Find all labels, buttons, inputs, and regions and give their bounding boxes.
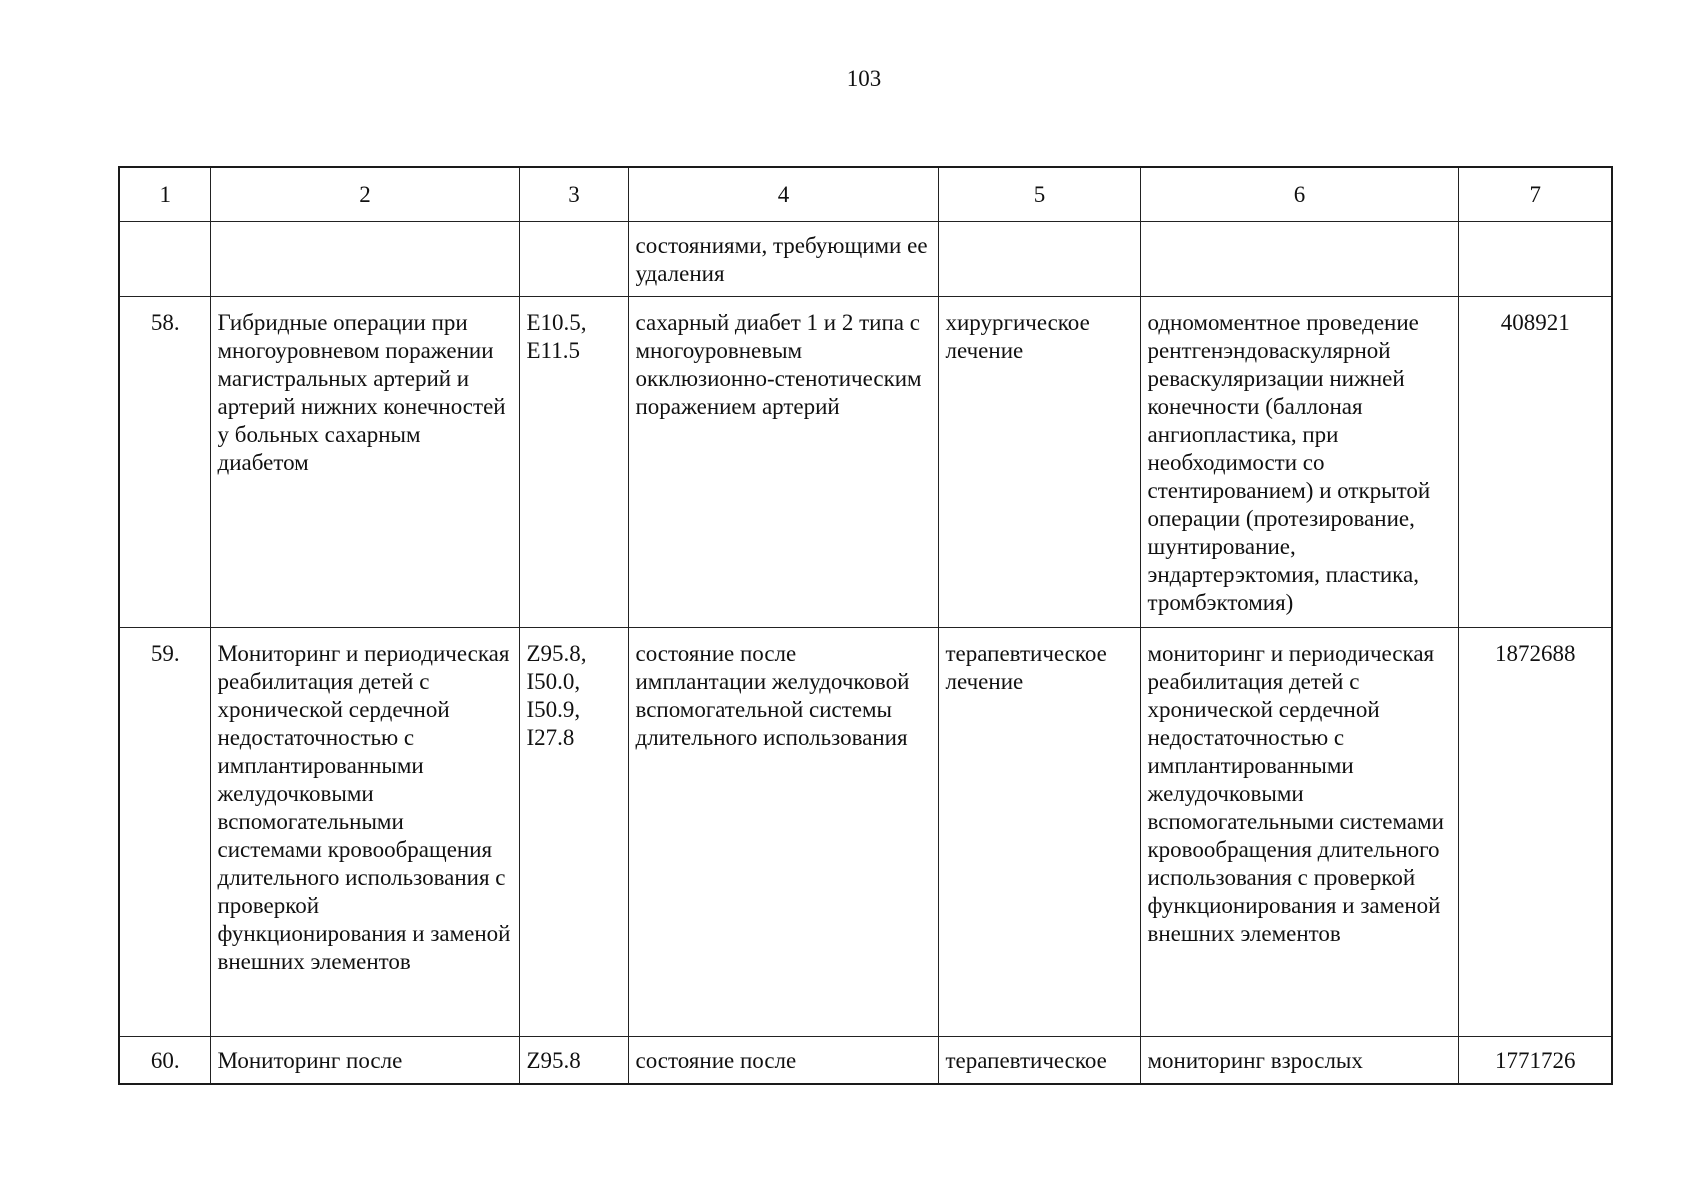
row-price: 1771726: [1458, 1037, 1612, 1085]
row-price: 408921: [1458, 297, 1612, 628]
continuation-model-cell: состояниями, требующими ее удаления: [628, 222, 938, 297]
row-codes: E10.5, E11.5: [519, 297, 628, 628]
continuation-cell-6: [1140, 222, 1458, 297]
column-header-2: 2: [210, 167, 519, 222]
row-codes: Z95.8, I50.0, I50.9, I27.8: [519, 628, 628, 1037]
row-treatment-type: терапевтическое лечение: [938, 628, 1140, 1037]
row-method: мониторинг и периодическая реабилитация детей с хронической сердечной недостаточностью с имплантированными желудочковыми вспомогательными системами кровообращения длительного использования с проверкой функционирования и заменой внешних элементов: [1140, 628, 1458, 1037]
column-header-3: 3: [519, 167, 628, 222]
continuation-cell-5: [938, 222, 1140, 297]
document-table: [118, 166, 1613, 1085]
row-model: состояние после имплантации желудочковой вспомогательной системы длительного использования: [628, 628, 938, 1037]
row-price: 1872688: [1458, 628, 1612, 1037]
row-method: одномоментное проведение рентгенэндоваскулярной реваскуляризации нижней конечности (баллоная ангиопластика, при необходимости со стентированием) и открытой операции (протезирование, шунтирование, эндартерэктомия, пластика, тромбэктомия): [1140, 297, 1458, 628]
continuation-cell-1: [119, 222, 210, 297]
column-header-5: 5: [938, 167, 1140, 222]
continuation-cell-3: [519, 222, 628, 297]
row-method: мониторинг взрослых: [1140, 1037, 1458, 1085]
continuation-row: [119, 222, 1612, 297]
row-treatment-type: терапевтическое: [938, 1037, 1140, 1085]
table-row: [119, 1037, 1612, 1085]
table-row: [119, 628, 1612, 1037]
row-name: Гибридные операции при многоуровневом поражении магистральных артерий и артерий нижних конечностей у больных сахарным диабетом: [210, 297, 519, 628]
table-row: [119, 297, 1612, 628]
column-header-4: 4: [628, 167, 938, 222]
row-number: 60.: [119, 1037, 210, 1085]
row-model: состояние после: [628, 1037, 938, 1085]
row-codes: Z95.8: [519, 1037, 628, 1085]
row-model: сахарный диабет 1 и 2 типа с многоуровневым окклюзионно-стенотическим поражением артерий: [628, 297, 938, 628]
row-number: 59.: [119, 628, 210, 1037]
row-name: Мониторинг и периодическая реабилитация детей с хронической сердечной недостаточностью с имплантированными желудочковыми вспомогательными системами кровообращения длительного использования с проверкой функционирования и заменой внешних элементов: [210, 628, 519, 1037]
column-header-1: 1: [119, 167, 210, 222]
row-number: 58.: [119, 297, 210, 628]
page-number: 103: [846, 66, 882, 91]
column-header-6: 6: [1140, 167, 1458, 222]
table-header-row: [119, 167, 1612, 222]
column-header-7: 7: [1458, 167, 1612, 222]
row-name: Мониторинг после: [210, 1037, 519, 1085]
continuation-cell-7: [1458, 222, 1612, 297]
row-treatment-type: хирургическое лечение: [938, 297, 1140, 628]
continuation-cell-2: [210, 222, 519, 297]
